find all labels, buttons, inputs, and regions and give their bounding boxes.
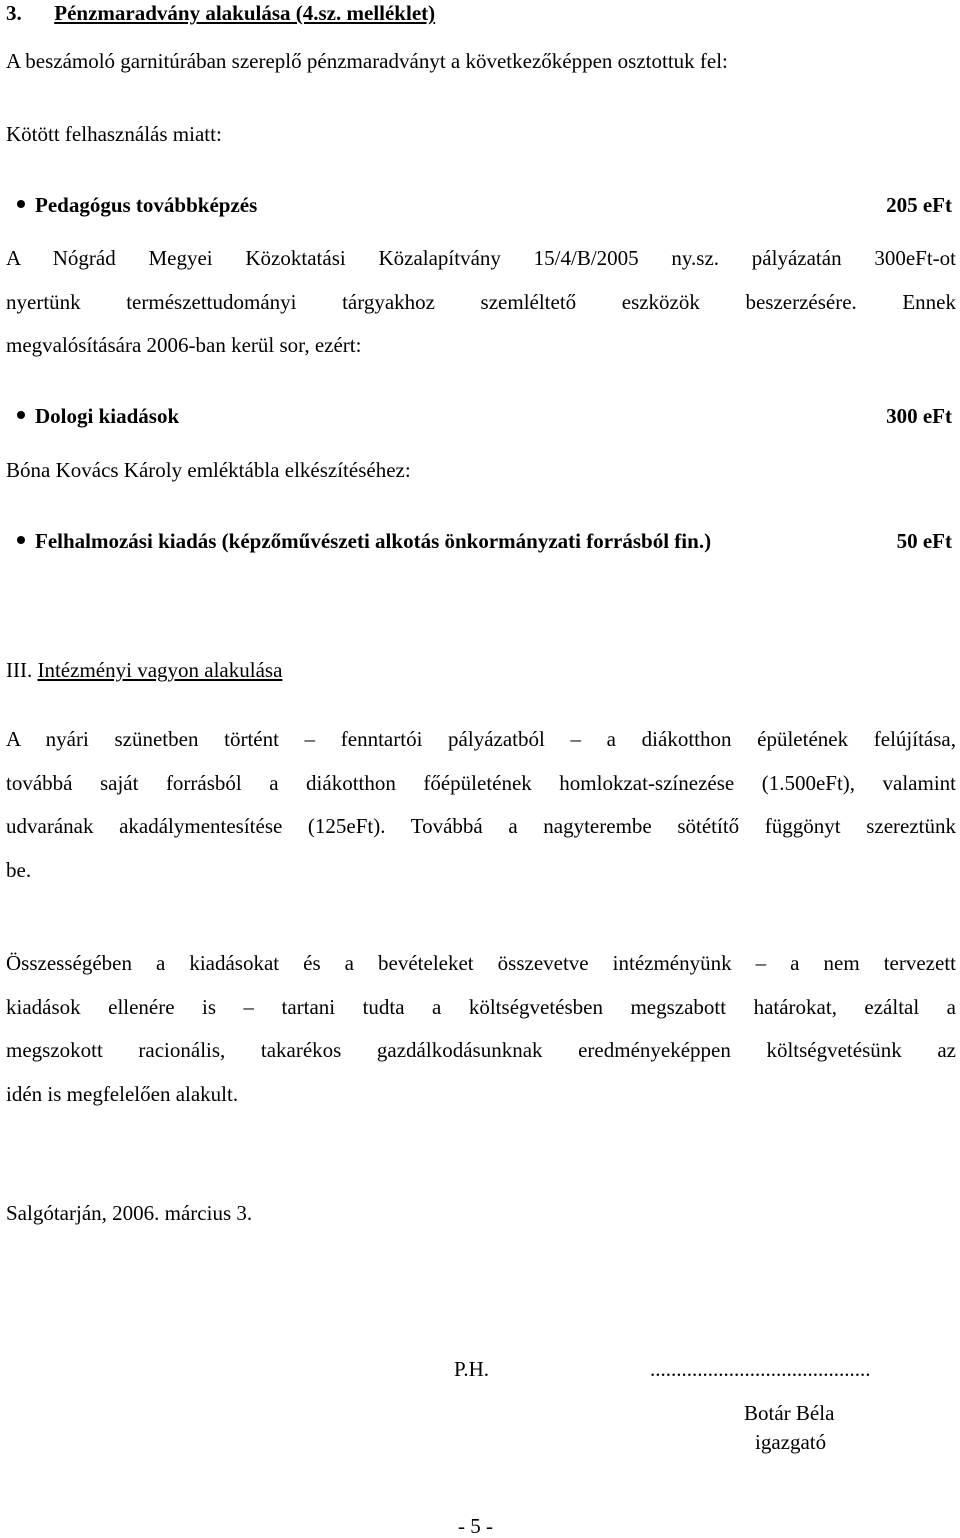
bound-use-label: Kötött felhasználás miatt: [6, 122, 222, 146]
bullet-icon [17, 200, 25, 208]
section-title: Pénzmaradvány alakulása (4.sz. melléklet) [54, 1, 436, 25]
para1-line-1: A nyári szünetben történt – fenntartói pályázatból – a diákotthon épületének felújítása, [6, 727, 956, 751]
list-item-felhalmozasi [17, 531, 952, 552]
intro-text: A beszámoló garnitúrában szereplő pénzmaradványt a következőképpen osztottuk fel: [6, 49, 728, 73]
para1-line-3: udvarának akadálymentesítése (125eFt). Továbbá a nagyterembe sötétítő függönyt szereztünk [6, 814, 956, 838]
para2-line-4: idén is megfelelően alakult. [6, 1082, 239, 1106]
section-iii-number: III. [6, 658, 33, 682]
signature-line: .......................................... [650, 1357, 871, 1381]
section-heading [6, 3, 435, 24]
plaque-text: Bóna Kovács Károly emléktábla elkészítéséhez: [6, 458, 411, 482]
signer-title: igazgató [755, 1430, 827, 1454]
bullet-icon [17, 536, 25, 544]
stamp-label: P.H. [454, 1357, 490, 1381]
para2-line-2: kiadások ellenére is – tartani tudta a költségvetésben megszabott határokat, ezáltal a [6, 995, 956, 1019]
list-item-label: Felhalmozási kiadás (képzőművészeti alkotás önkormányzati forrásból fin.) [35, 529, 712, 553]
list-item-label: Pedagógus továbbképzés [35, 193, 258, 217]
list-item-dologi [17, 406, 952, 427]
grant-line-2: nyertünk természettudományi tárgyakhoz szemléltető eszközök beszerzésére. Ennek [6, 290, 956, 314]
para2-line-3: megszokott racionális, takarékos gazdálkodásunknak eredményeképpen költségvetésünk az [6, 1038, 956, 1062]
section-number: 3. [6, 1, 22, 25]
para1-line-2: továbbá saját forrásból a diákotthon főépületének homlokzat-színezése (1.500eFt), valamint [6, 771, 956, 795]
para1-line-4: be. [6, 858, 32, 882]
list-item-amount: 300 eFt [886, 404, 952, 428]
section-iii-title: Intézményi vagyon alakulása [37, 658, 283, 682]
list-item-amount: 205 eFt [886, 193, 952, 217]
place-date: Salgótarján, 2006. március 3. [6, 1201, 253, 1225]
page-number: - 5 - [458, 1514, 493, 1538]
list-item-amount: 50 eFt [896, 529, 952, 553]
para2-line-1: Összességében a kiadásokat és a bevételeket összevetve intézményünk – a nem tervezett [6, 951, 956, 975]
list-item-label: Dologi kiadások [35, 404, 180, 428]
grant-line-3: megvalósítására 2006-ban kerül sor, ezért: [6, 333, 362, 357]
bullet-icon [17, 411, 25, 419]
grant-line-1: A Nógrád Megyei Közoktatási Közalapítvány 15/4/B/2005 ny.sz. pályázatán 300eFt-ot [6, 246, 956, 270]
section-iii-heading [6, 660, 282, 681]
signer-name: Botár Béla [744, 1401, 835, 1425]
list-item-pedagogus [17, 195, 952, 216]
